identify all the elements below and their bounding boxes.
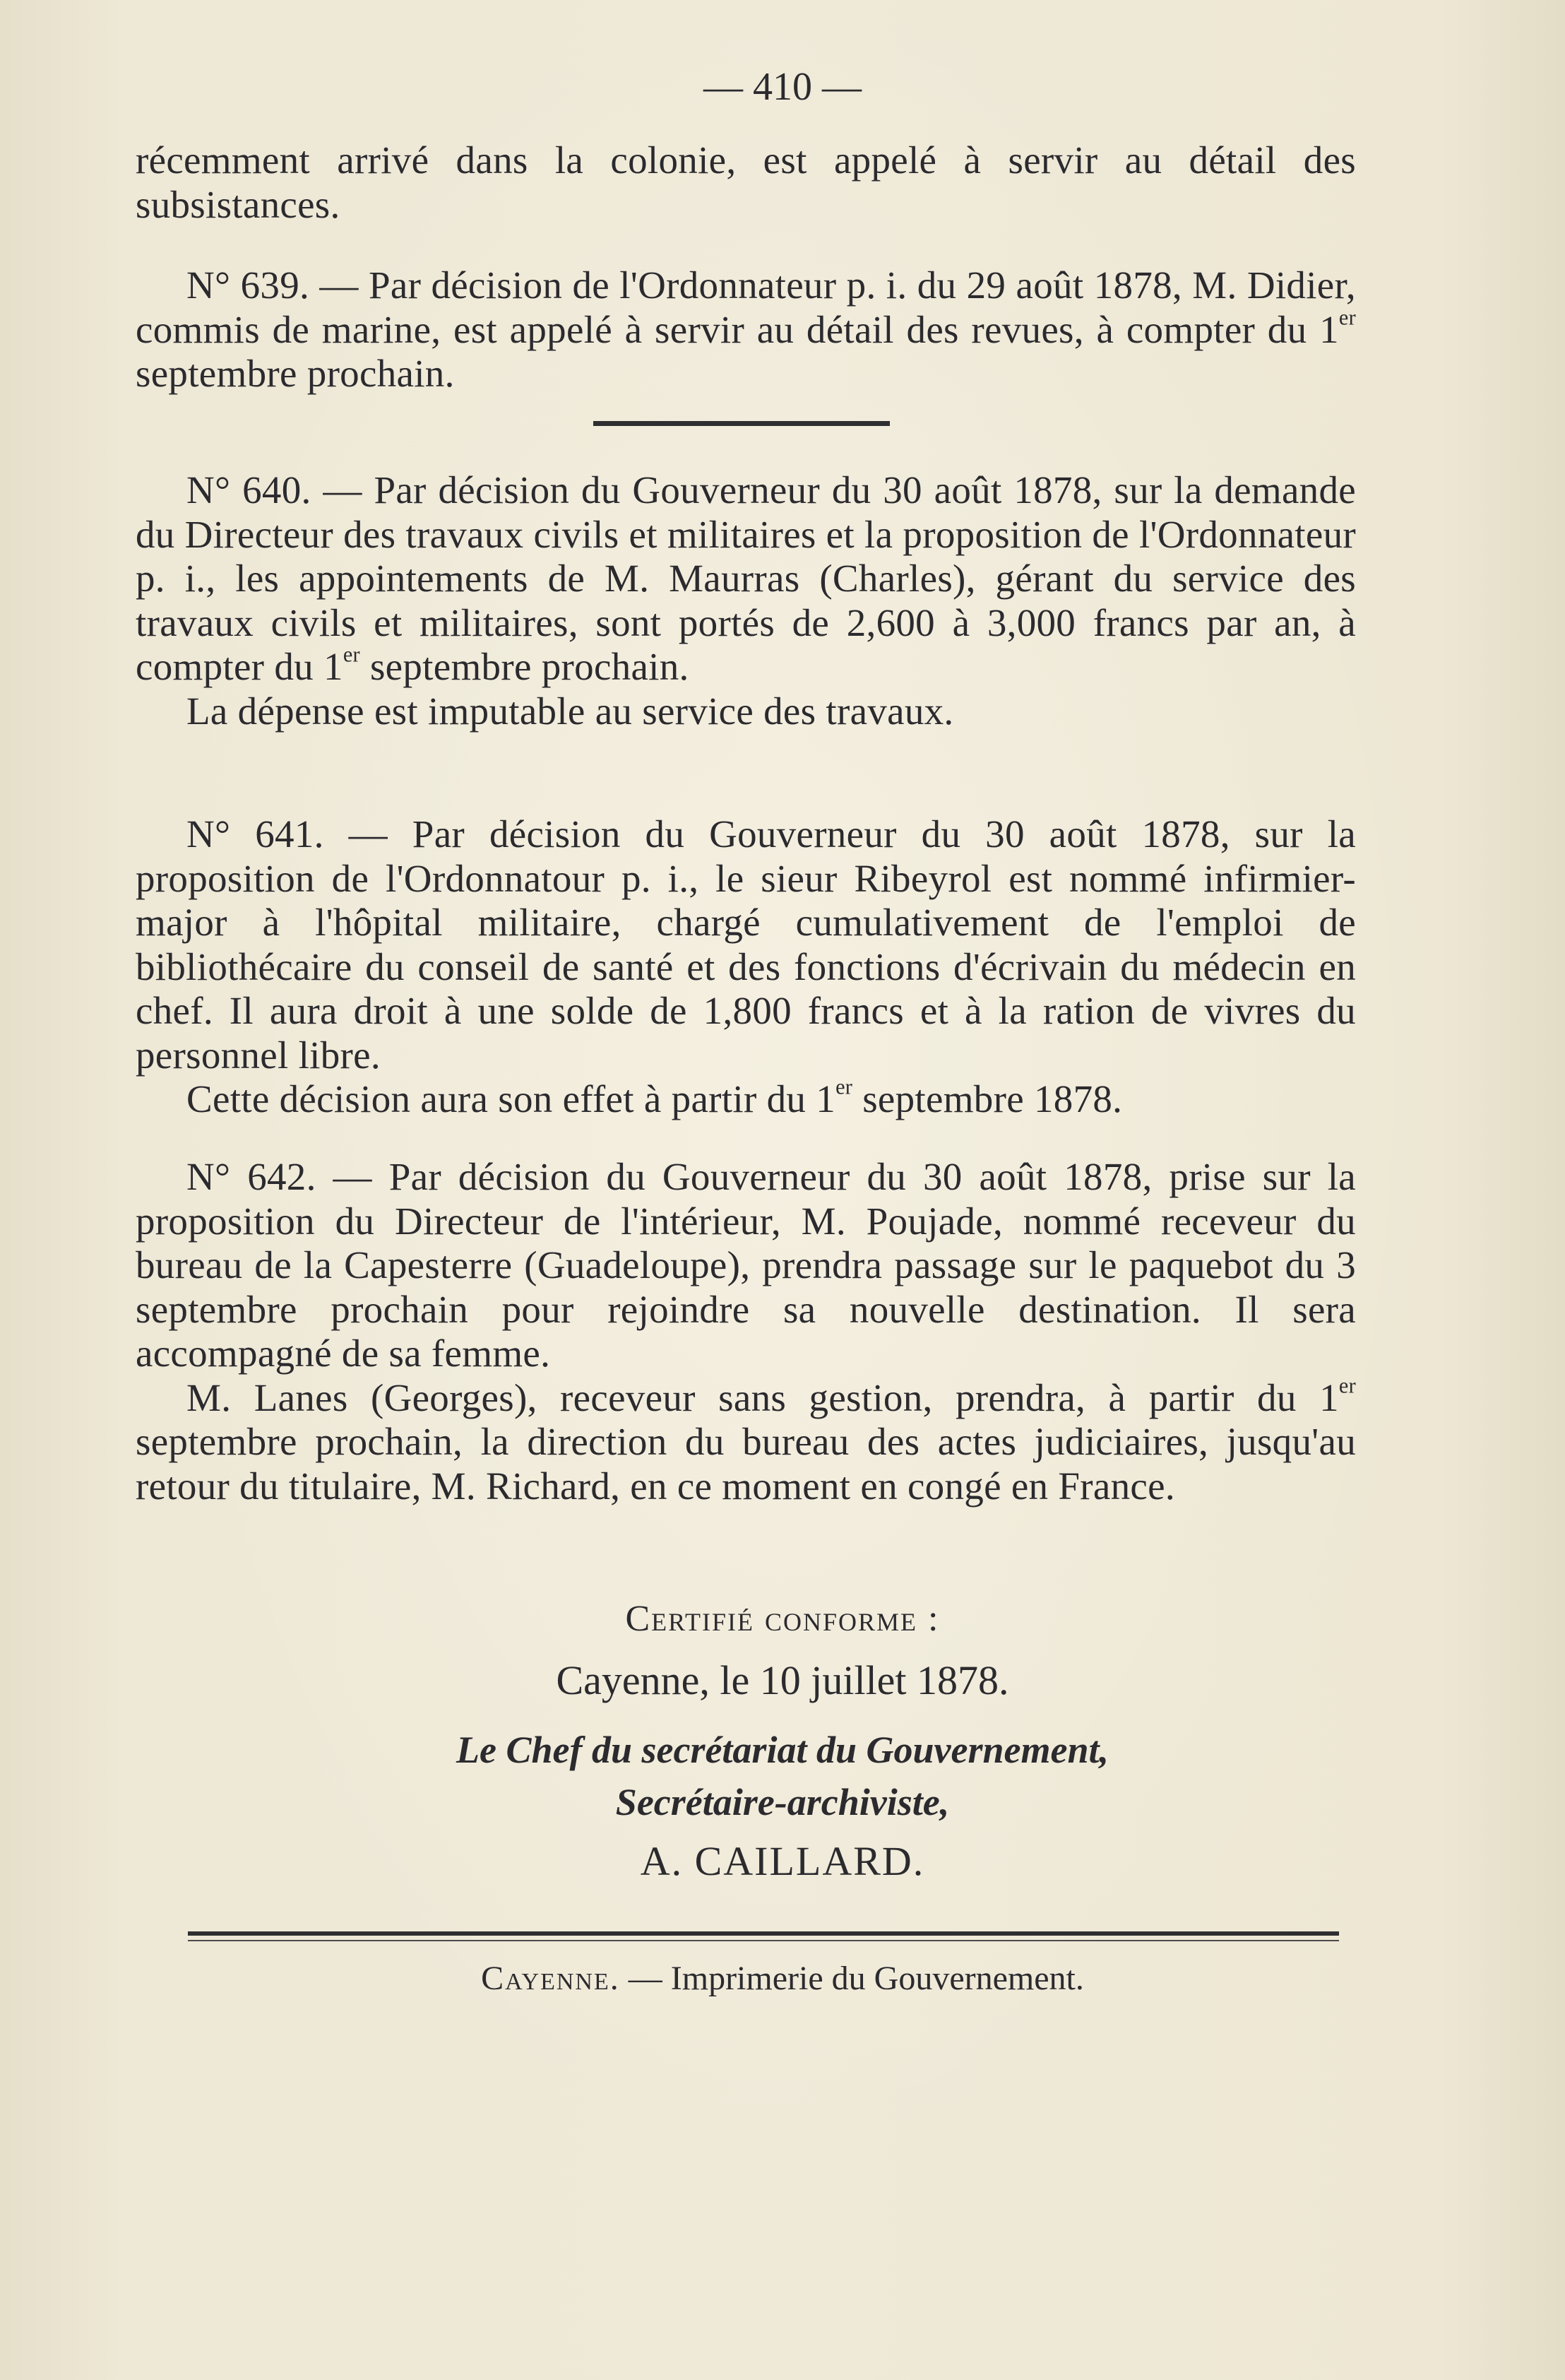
paragraph-640 xyxy=(136,468,1356,733)
ordinal-superscript: er xyxy=(835,1074,853,1099)
paragraph-642 xyxy=(136,1155,1356,1508)
section-divider xyxy=(593,421,890,426)
ordinal-superscript: er xyxy=(1338,1373,1356,1397)
printer-name: Imprimerie du Gouvernement. xyxy=(670,1960,1084,1997)
paragraph-642-second-end: septembre prochain, la direction du bureau des actes judiciaires, jusqu'au retour du titulaire, M. Richard, en ce moment en congé en France. xyxy=(136,1420,1356,1508)
paragraph-639-text-end: septembre prochain. xyxy=(136,352,455,395)
signatory-role: Le Chef du secrétariat du Gouvernement, xyxy=(456,1729,1109,1771)
paragraph-640-text: N° 640. — Par décision du Gouverneur du 30 août 1878, sur la demande du Directeur des travaux civils et militaires et la proposition de l'Ordonnateur p. i., les appointements de M. Maurras (Charles), gérant du service des travaux civils et militaires, sont portés de 2,600 à 3,000 francs par an, à compter du 1 xyxy=(136,468,1356,688)
paragraph-641-text: N° 641. — Par décision du Gouverneur du 30 août 1878, sur la proposition de l'Ordonnatour p. i., le sieur Ribeyrol est nommé infirmier-major à l'hôpital militaire, chargé cumulativement de l'emploi de bibliothécaire du conseil de santé et des fonctions d'écrivain du médecin en chef. Il aura droit à une solde de 1,800 francs et à la ration de vivres du personnel libre. xyxy=(136,812,1356,1077)
footer-rule-thin xyxy=(188,1940,1339,1941)
footer-rule xyxy=(188,1931,1339,1936)
paragraph-text xyxy=(136,264,1356,396)
paragraph-641 xyxy=(136,812,1356,1122)
paragraph-text: récemment arrivé dans la colonie, est appelé à servir au détail des subsistances. xyxy=(136,138,1356,226)
printer-city: Cayenne. xyxy=(481,1960,620,1997)
paragraph-640-expense: La dépense est imputable au service des travaux. xyxy=(186,689,954,733)
page-number: — 410 — xyxy=(703,65,862,109)
paragraph-continuation xyxy=(136,138,1356,227)
signatory-name: A. CAILLARD. xyxy=(640,1838,925,1884)
certified-conforme: Certifié conforme : xyxy=(625,1599,940,1639)
paragraph-642-second-text: M. Lanes (Georges), receveur sans gestion, prendra, à partir du 1 xyxy=(186,1375,1339,1419)
paragraph-642-second xyxy=(136,1373,1356,1509)
paragraph-639-text: N° 639. — Par décision de l'Ordonnateur p. i. du 29 août 1878, M. Didier, commis de marine, est appelé à servir au détail des revues, à compter du 1 xyxy=(136,264,1356,351)
printer-imprint xyxy=(0,1959,1565,1999)
paragraph-641-effect xyxy=(136,1074,1356,1122)
signatory-title: Secrétaire-archiviste, xyxy=(615,1781,950,1823)
paragraph-642-text: N° 642. — Par décision du Gouverneur du 30 août 1878, prise sur la proposition du Directeur de l'intérieur, M. Poujade, nommé receveur du bureau de la Capesterre (Guadeloupe), prendra passage sur le paquebot du 3 septembre prochain pour rejoindre sa nouvelle destination. Il sera accompagné de sa femme. xyxy=(136,1155,1356,1375)
paragraph-text xyxy=(136,468,1356,689)
ordinal-superscript: er xyxy=(1338,304,1356,329)
paragraph-640-text-end: septembre prochain. xyxy=(359,645,689,688)
printer-separator: — xyxy=(619,1960,671,1997)
ordinal-superscript: er xyxy=(343,642,360,667)
paragraph-641-effect-text: Cette décision aura son effet à partir du 1 xyxy=(186,1077,836,1120)
paragraph-639 xyxy=(136,264,1356,396)
paragraph-641-effect-end: septembre 1878. xyxy=(852,1077,1123,1120)
place-date: Cayenne, le 10 juillet 1878. xyxy=(556,1657,1009,1703)
